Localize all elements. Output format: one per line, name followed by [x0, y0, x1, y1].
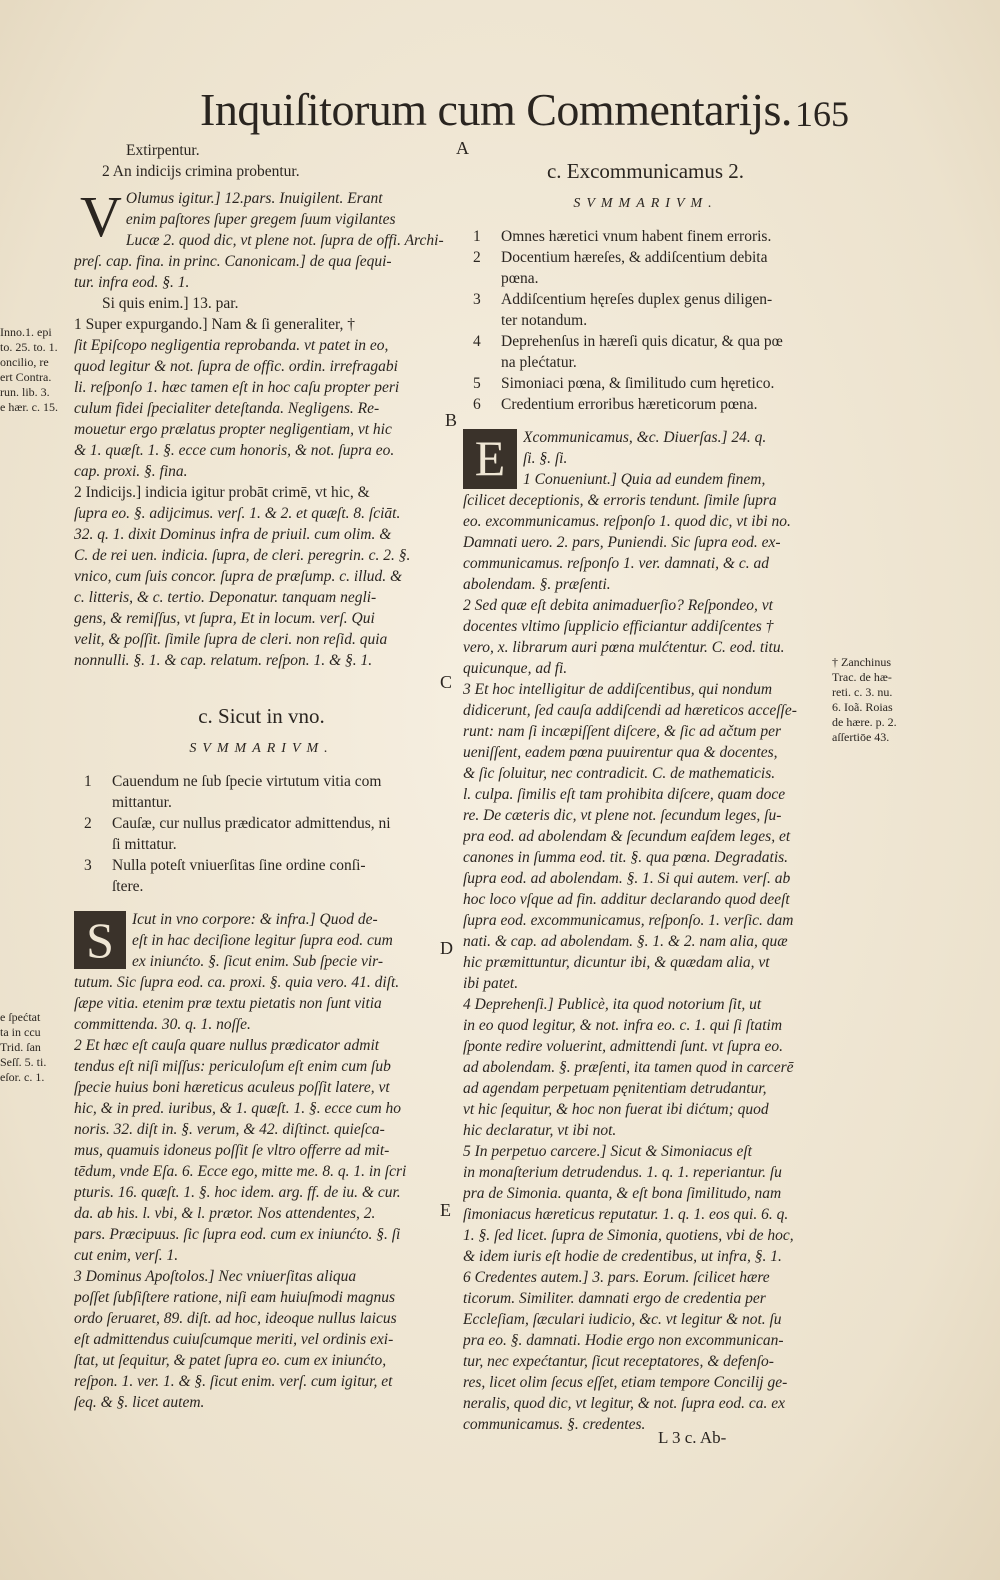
text-line: didicerunt, ſed cauſa addiſcendi ad hæreticos acceſſe-	[463, 702, 797, 719]
text-line: vero, x. librarum auri pœna mulćtentur. C. eod. titu.	[463, 639, 785, 656]
item-number: 3	[473, 291, 481, 308]
margin-note-line: ta in ccu	[0, 1025, 41, 1039]
item-number: 4	[473, 333, 481, 350]
text-line: tur, nec expećtantur, ſicut receptatores, & defenſo-	[463, 1353, 774, 1370]
text-line: da. ab his. l. vbi, & l. prætor. Nos attendentes, 2.	[74, 1205, 376, 1222]
text-line: ſponte redire voluerint, admittendi ſunt. vt ſupra eo.	[463, 1038, 783, 1055]
item-number: 3	[84, 857, 92, 874]
text-line: reſpon. 1. ver. 1. & §. ſicut enim. verſ. cum igitur, et	[74, 1373, 393, 1390]
text-line: noris. 32. diſt in. §. verum, & 42. diſtinct. quieſca-	[74, 1121, 385, 1138]
summary-item	[74, 771, 449, 813]
text-line: hic, & in pred. iuribus, & 1. quæſt. 1. §. ecce cum ho	[74, 1100, 402, 1117]
text-line: Olumus igitur.] 12.pars. Inuigilent. Erant	[125, 190, 383, 207]
text-line: ticorum. Similiter. damnati ergo de credentia per	[463, 1290, 766, 1307]
text-line: cap. proxi. §. fina.	[74, 463, 188, 480]
text-line: Icut in vno corpore: & infra.] Quod de-	[132, 911, 378, 928]
text-line: tutum. Sic ſupra eod. ca. proxi. §. quia vero. 41. diſt.	[74, 974, 400, 991]
text-line: ueniſſent, eadem pœna puuirentur qua & docentes,	[463, 744, 778, 761]
margin-note-line: e hær. c. 15.	[0, 400, 58, 414]
text-line: eſt admittendus cuiuſcumque meriti, vel ordinis exi-	[74, 1331, 394, 1348]
text-line: l. culpa. ſimilis eſt tam prohibita diſcere, quam doce	[463, 786, 786, 803]
summary-item	[463, 373, 828, 394]
text-line: mittantur.	[112, 794, 172, 811]
text-line: ex iniunćto. §. ſicut enim. Sub ſpecie vir-	[132, 953, 384, 970]
section-heading: c. Excommunicamus 2.	[546, 159, 745, 183]
text-line: ad agendam perpetuam pęnitentiam detrudantur,	[463, 1080, 767, 1097]
text-line: Cauſæ, cur nullus prædicator admittendus, ni	[112, 815, 391, 832]
item-number: 1	[473, 228, 481, 245]
text-line: c. litteris, & c. tertio. Deponatur. tanquam negli-	[74, 589, 377, 606]
section-letter-d: D	[440, 938, 453, 958]
text-line: Cauendum ne ſub ſpecie virtutum vitia com	[112, 773, 382, 790]
running-title: Inquiſitorum cum Commentarijs.	[200, 84, 792, 135]
text-line: Damnati uero. 2. pars, Puniendi. Sic ſupra eod. ex-	[463, 534, 781, 551]
margin-note-line: oncilio, re	[0, 355, 49, 369]
text-line: Extirpentur.	[126, 142, 200, 159]
summary-item	[74, 855, 449, 897]
summary-item	[463, 289, 828, 331]
item-number: 2	[84, 815, 92, 832]
text-line: neralis, quod dic, vt legitur, & not. ſupra eod. ca. ex	[463, 1395, 786, 1412]
text-line: 4 Deprehenſi.] Publicè, ita quod notorium ſit, ut	[463, 996, 762, 1013]
text-line: nati. & cap. ad abolendam. §. 1. & 2. nam alia, quæ	[463, 933, 788, 950]
text-line: pra eod. ad abolendam & ſecundum eaſdem leges, et	[463, 828, 791, 845]
text-line: hoc loco vſque ad fin. additur declarando quod deeſt	[463, 891, 790, 908]
margin-note-left	[0, 1010, 68, 1085]
text-line: 1. §. ſed licet. ſupra de Simonia, quotiens, vbi de hoc,	[463, 1227, 794, 1244]
text-line: Deprehenſus in hæreſi quis dicatur, & qua pœ	[501, 333, 783, 350]
text-line: in monaſterium detrudendus. 1. q. 1. reperiantur. ſu	[463, 1164, 782, 1181]
text-line: ſi mittatur.	[112, 836, 177, 853]
text-line: tēdum, vnde Eſa. 6. Ecce ego, mitte me. 8. q. 1. in ſcri	[74, 1163, 407, 1180]
text-line: Nulla poteſt vniuerſitas ſine ordine conſi-	[112, 857, 366, 874]
margin-note-line: de hære. p. 2.	[832, 715, 897, 729]
text-line: hic declaratur, vt ibi not.	[463, 1122, 617, 1139]
text-line: ter notandum.	[501, 312, 588, 329]
text-line: 1 Conueniunt.] Quia ad eundem finem,	[523, 471, 766, 488]
text-line: communicamus. §. credentes.	[463, 1416, 646, 1433]
text-line: tur. infra eod. §. 1.	[74, 274, 190, 291]
margin-note-line: Seſſ. 5. ti.	[0, 1055, 47, 1069]
text-line: res, licet olim ſecus eſſet, etiam tempore Concilij ge-	[463, 1374, 788, 1391]
text-line: ſpecie huius boni hæreticus aculeus poſſit latere, vt	[74, 1079, 390, 1096]
text-line: ſupra eo. §. adijcimus. verſ. 1. & 2. et quæſt. 8. ſciāt.	[74, 505, 401, 522]
text-line: Simoniaci pœna, & ſimilitudo cum hęretico.	[501, 375, 775, 392]
text-line: li. reſponſo 1. hæc tamen eſt in hoc caſu propter peri	[74, 379, 400, 396]
text-line: eo. excommunicamus. reſponſo 1. quod dic, vt ibi no.	[463, 513, 791, 530]
text-line: 3 Et hoc intelligitur de addiſcentibus, qui nondum	[463, 681, 773, 698]
section-letter-c: C	[440, 672, 453, 692]
text-line: gens, & remiſſus, vt ſupra, Et in locum. verſ. Qui	[74, 610, 375, 627]
text-line: 2 Et hæc eſt cauſa quare nullus prædicator admit	[74, 1037, 380, 1054]
margin-note-line: e ſpećtat	[0, 1010, 41, 1024]
summarium-label: SVMMARIVM.	[573, 196, 718, 211]
text-line: preſ. cap. fina. in princ. Canonicam.] de qua ſequi-	[74, 253, 392, 270]
text-line: ſtat, ut ſequitur, & patet ſupra eo. cum ex iniunćto,	[74, 1352, 387, 1369]
text-line: ſi. §. ſi.	[523, 450, 568, 467]
text-line: velit, & poſſit. ſimile ſupra de cleri. non reſid. quia	[74, 631, 388, 648]
section-letter-e: E	[440, 1200, 451, 1220]
text-line: pars. Præcipuus. ſic ſupra eod. cum ex iniunćto. §. ſi	[74, 1226, 401, 1243]
text-line: pœna.	[501, 270, 539, 287]
item-number: 2	[473, 249, 481, 266]
section-heading: c. Sicut in vno.	[198, 704, 325, 728]
text-line: vnico, cum ſuis concor. ſupra de præſump. c. illud. &	[74, 568, 403, 585]
text-line: C. de rei uen. indicia. ſupra, de cleri. peregrin. c. 2. §.	[74, 547, 411, 564]
text-line: ſtere.	[112, 878, 144, 895]
summary-item	[74, 813, 449, 855]
drop-cap: S	[74, 911, 126, 969]
text-line: in eo quod legitur, & not. infra eo. c. 1. qui ſi ſtatim	[463, 1017, 783, 1034]
text-line: pturis. 16. quæſt. 1. §. hoc idem. arg. ff. de iu. & cur.	[74, 1184, 401, 1201]
margin-note-line: aſſertiōe 43.	[832, 730, 890, 744]
item-number: 1	[84, 773, 92, 790]
text-line: cut enim, verſ. 1.	[74, 1247, 179, 1264]
text-line: Xcommunicamus, &c. Diuerſas.] 24. q.	[523, 429, 767, 446]
summary-item	[463, 331, 828, 373]
margin-note-line: Trid. ſan	[0, 1040, 41, 1054]
text-line: culum fidei ſpecialiter deteſtanda. Negligens. Re-	[74, 400, 380, 417]
text-line: communicamus. reſponſo 1. ver. damnati, & c. ad	[463, 555, 769, 572]
text-line: Omnes hæretici vnum habent finem erroris.	[501, 228, 772, 245]
section-letter-a: A	[456, 138, 469, 158]
text-line: quod legitur & not. ſupra de offic. ordin. irrefragabi	[74, 358, 398, 375]
drop-cap: E	[463, 429, 517, 489]
summary-item	[463, 394, 828, 415]
text-line: runt: nam ſi incæpiſſent diſcere, & ſic ad ačtum per	[463, 723, 781, 740]
text-line: mus, quamuis idoneus poſſit ſe vltro offerre ad mit-	[74, 1142, 390, 1159]
margin-note-line: Inno.1. epi	[0, 325, 52, 339]
text-line: ſimoniacus hæreticus reputatur. 1. q. 1. eos qui. 6. q.	[463, 1206, 789, 1223]
text-line: 5 In perpetuo carcere.] Sicut & Simoniacus eſt	[463, 1143, 752, 1160]
commentary-paragraph	[463, 427, 828, 1456]
text-line: nonnulli. §. 1. & cap. relatum. reſpon. 1. & §. 1.	[74, 652, 373, 669]
margin-note-line: to. 25. to. 1.	[0, 340, 58, 354]
text-line: & idem iuris eſt hodie de credentibus, ut infra, §. 1.	[463, 1248, 782, 1265]
text-line: enim paſtores ſuper gregem ſuum vigilantes	[125, 211, 396, 228]
text-line: ibi patet.	[463, 975, 519, 992]
text-line: 2 An indicijs crimina probentur.	[102, 163, 300, 180]
text-line: Credentium erroribus hæreticorum pœna.	[501, 396, 758, 413]
text-line: ſcilicet deceptionis, & erroris tendunt. ſimile ſupra	[463, 492, 777, 509]
margin-note-line: reti. c. 3. nu.	[832, 685, 893, 699]
summarium-label: SVMMARIVM.	[189, 741, 334, 756]
text-line: Eccleſiam, ſæculari iudicio, &c. vt legitur & not. ſu	[463, 1311, 782, 1328]
text-line: vt hic ſequitur, & hoc non fuerat ibi dićtum; quod	[463, 1101, 769, 1118]
text-line: pra eo. §. damnati. Hodie ergo non excommunican-	[463, 1332, 784, 1349]
text-line: committenda. 30. q. 1. noſſe.	[74, 1016, 251, 1033]
text-line: canones in ſumma eod. tit. §. qua pœna. Degradatis.	[463, 849, 789, 866]
text-line: ad abolendam. §. præſenti, ita tamen quod in carcerē	[463, 1059, 794, 1076]
text-line: 3 Dominus Apoſtolos.] Nec vniuerſitas aliqua	[74, 1268, 357, 1285]
text-line: ſit Epiſcopo negligentia reprobanda. vt patet in eo,	[74, 337, 389, 354]
text-line: & ſic ſoluitur, nec contradicit. C. de mathematicis.	[463, 765, 776, 782]
text-line: poſſet ſubſiſtere ratione, niſi eam huiuſmodi magnus	[74, 1289, 396, 1306]
text-line: na plećtatur.	[501, 354, 577, 371]
margin-note-line: ert Contra.	[0, 370, 52, 384]
text-line: ſupra eod. excommunicamus, reſponſo. 1. verſic. dam	[463, 912, 794, 929]
text-line: Si quis enim.] 13. par.	[102, 295, 239, 312]
text-line: abolendam. §. præſenti.	[463, 576, 611, 593]
text-line: ſeq. & §. licet autem.	[74, 1394, 205, 1411]
catchword: L 3 c. Ab-	[658, 1428, 727, 1447]
right-column	[463, 140, 828, 1456]
text-line: eſt in hac deciſione legitur ſupra eod. cum	[132, 932, 393, 949]
text-line: 1 Super expurgando.] Nam & ſi generaliter, †	[74, 316, 356, 333]
margin-note-line: eſor. c. 1.	[0, 1070, 45, 1084]
summary-item	[463, 226, 828, 247]
margin-note-line: run. lib. 3.	[0, 385, 50, 399]
text-line: Addiſcentium hęreſes duplex genus diligen-	[501, 291, 773, 308]
text-line: docentes vltimo ſupplicio efficiantur addiſcentes †	[463, 618, 774, 635]
text-line: mouetur ergo prælatus propter negligentiam, vt hic	[74, 421, 392, 438]
text-line: ordo ſeruaret, 89. diſt. ad hoc, ideoque nullus laicus	[74, 1310, 397, 1327]
text-line: Docentium hæreſes, & addiſcentium debita	[501, 249, 768, 266]
item-number: 6	[473, 396, 481, 413]
margin-note-line: 6. Ioã. Roias	[832, 700, 893, 714]
text-line: ſæpe vitia. etenim præ textu pietatis non ſunt vitia	[74, 995, 382, 1012]
drop-cap: V	[80, 184, 122, 249]
commentary-paragraph	[74, 184, 449, 671]
margin-note-left	[0, 325, 72, 415]
text-line: 2 Sed quæ eſt debita animaduerſio? Reſpondeo, vt	[463, 597, 773, 614]
commentary-paragraph	[74, 909, 449, 1413]
item-number: 5	[473, 375, 481, 392]
left-column	[74, 140, 449, 1413]
text-line: 6 Credentes autem.] 3. pars. Eorum. ſcilicet hære	[463, 1269, 770, 1286]
margin-note-line: † Zanchinus	[832, 655, 891, 669]
text-line: & 1. quæſt. 1. §. ecce cum honoris, & not. ſupra eo.	[74, 442, 395, 459]
text-line: quicunque, ad fi.	[463, 660, 568, 677]
summary-item	[463, 247, 828, 289]
margin-note-right	[832, 655, 922, 745]
page-number: 165	[795, 94, 849, 134]
text-line	[463, 1435, 828, 1456]
text-line: re. De cæteris dic, vt plene not. ſecundum leges, ſu-	[463, 807, 782, 824]
text-line: hic præmittuntur, dicuntur ibi, & quædam alia, vt	[463, 954, 770, 971]
text-line: Lucæ 2. quod dic, vt plene not. ſupra de offi. Archi-	[125, 232, 444, 249]
margin-note-line: Trac. de hæ-	[832, 670, 892, 684]
text-line: tendus eſt niſi miſſus: periculoſum eſt enim cum ſub	[74, 1058, 391, 1075]
text-line: ſupra eod. ad abolendam. §. 1. Si qui autem. verſ. ab	[463, 870, 791, 887]
text-line: pra de Simonia. quanta, & eſt bona ſimilitudo, nam	[463, 1185, 782, 1202]
text-line: 32. q. 1. dixit Dominus infra de priuil. cum olim. &	[74, 526, 392, 543]
section-letter-b: B	[445, 410, 458, 430]
text-line: 2 Indicijs.] indicia igitur probāt crimē, vt hic, &	[74, 484, 370, 501]
